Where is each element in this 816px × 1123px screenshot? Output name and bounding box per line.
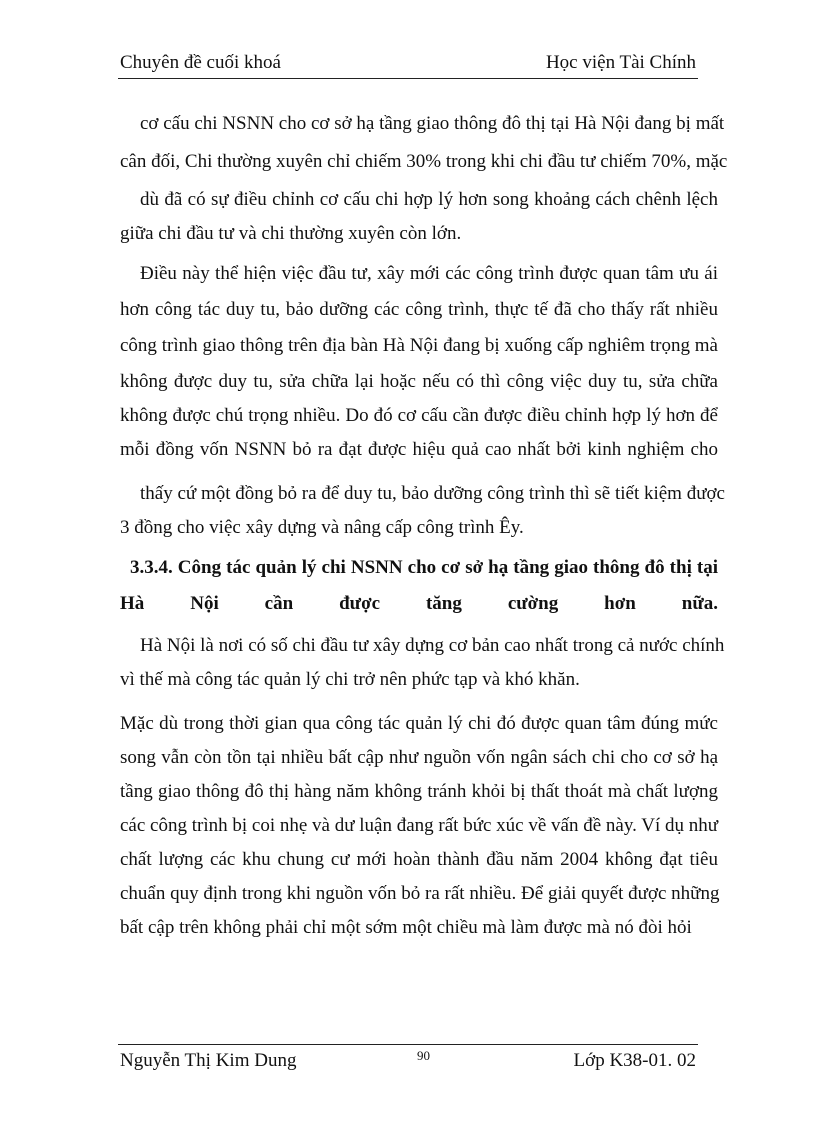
body-line: dù đã có sự điều chỉnh cơ cấu chi hợp lý hơn song khoảng cách chênh lệch (140, 189, 718, 210)
section-heading: 3.3.4. Công tác quản lý chi NSNN cho cơ sở hạ tầng giao thông đô thị tại (130, 557, 718, 578)
footer-rule (118, 1044, 698, 1045)
body-line: giữa chi đầu tư và chi thường xuyên còn lớn. (120, 223, 462, 244)
section-heading: Hà Nội cần được tăng cường hơn nữa. (120, 593, 718, 614)
body-line: Hà Nội là nơi có số chi đầu tư xây dựng cơ bản cao nhất trong cả nước chính (140, 635, 725, 656)
body-line: Mặc dù trong thời gian qua công tác quản lý chi đó được quan tâm đúng mức (120, 713, 718, 734)
body-line: mỗi đồng vốn NSNN bỏ ra đạt được hiệu quả cao nhất bởi kinh nghiệm cho (120, 439, 718, 460)
page-number: 90 (417, 1048, 430, 1063)
body-line: không được chú trọng nhiều. Do đó cơ cấu cần được điều chỉnh hợp lý hơn để (120, 405, 718, 426)
body-line: vì thế mà công tác quản lý chi trở nên phức tạp và khó khăn. (120, 669, 580, 690)
header-left-title: Chuyên đề cuối khoá (120, 52, 281, 73)
body-line: Điều này thể hiện việc đầu tư, xây mới các công trình được quan tâm ưu ái (140, 263, 718, 284)
body-line: tầng giao thông đô thị hàng năm không tránh khỏi bị thất thoát mà chất lượng (120, 781, 718, 802)
body-line: cân đối, Chi thường xuyên chỉ chiếm 30% trong khi chi đầu tư chiếm 70%, mặc (120, 151, 728, 172)
header-right-title: Học viện Tài Chính (545, 52, 696, 73)
body-line: 3 đồng cho việc xây dựng và nâng cấp công trình Êy. (120, 517, 524, 538)
header-rule (118, 78, 698, 79)
body-line: chất lượng các khu chung cư mới hoàn thành đầu năm 2004 không đạt tiêu (120, 849, 718, 870)
body-line: thấy cứ một đồng bỏ ra để duy tu, bảo dưỡng công trình thì sẽ tiết kiệm được (140, 483, 725, 504)
footer-class: Lớp K38-01. 02 (573, 1050, 696, 1071)
body-line: cơ cấu chi NSNN cho cơ sở hạ tầng giao thông đô thị tại Hà Nội đang bị mất (140, 113, 725, 134)
body-line: bất cập trên không phải chỉ một sớm một chiều mà làm được mà nó đòi hỏi (120, 917, 692, 938)
body-line: công trình giao thông trên địa bàn Hà Nội đang bị xuống cấp nghiêm trọng mà (120, 335, 718, 356)
body-line: chuẩn quy định trong khi nguồn vốn bỏ ra rất nhiều. Để giải quyết được những (120, 883, 720, 904)
body-line: song vẫn còn tồn tại nhiều bất cập như nguồn vốn ngân sách chi cho cơ sở hạ (120, 747, 718, 768)
body-line: các công trình bị coi nhẹ và dư luận đang rất bức xúc về vấn đề này. Ví dụ như (120, 815, 719, 836)
body-line: không được duy tu, sửa chữa lại hoặc nếu có thì công việc duy tu, sửa chữa (120, 371, 718, 392)
footer-author: Nguyễn Thị Kim Dung (120, 1050, 297, 1071)
body-line: hơn công tác duy tu, bảo dưỡng các công trình, thực tế đã cho thấy rất nhiều (120, 299, 718, 320)
